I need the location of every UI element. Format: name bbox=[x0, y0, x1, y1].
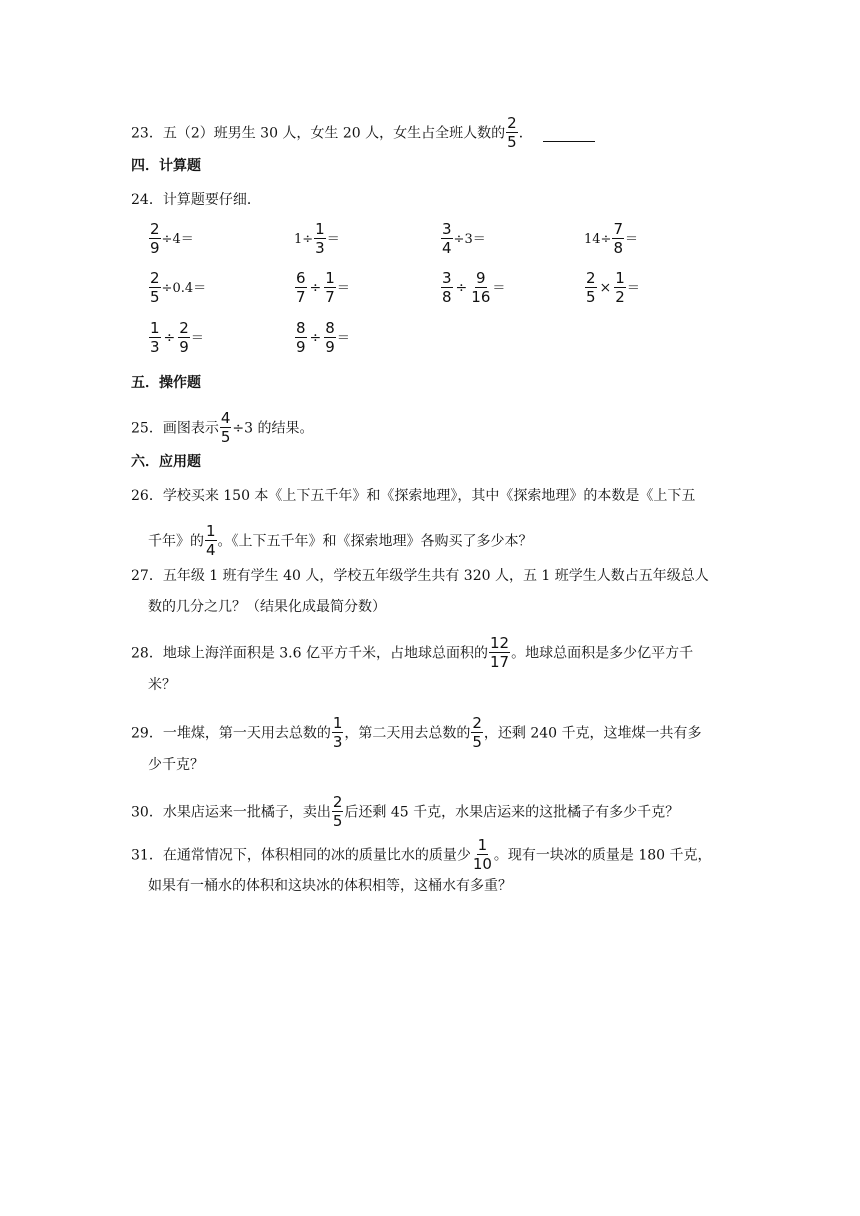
numerator: 2 bbox=[586, 269, 596, 287]
question-26-line-1: 26．学校买来 150 本《上下五千年》和《探索地理》，其中《探索地理》的本数是《上下五 bbox=[131, 488, 696, 504]
calc-prefix: 1÷ bbox=[294, 232, 314, 247]
calc-rest: ＝ bbox=[190, 331, 204, 346]
calc-item bbox=[294, 321, 350, 356]
denominator: 2 bbox=[615, 288, 625, 306]
section-5-heading: 五．操作题 bbox=[131, 375, 201, 391]
question-26-text: 千年》的 bbox=[148, 533, 204, 550]
denominator: 7 bbox=[296, 288, 306, 306]
denominator: 8 bbox=[613, 239, 623, 257]
calc-item bbox=[148, 222, 194, 257]
denominator: 3 bbox=[150, 338, 160, 356]
calc-rest: ＝ bbox=[626, 281, 640, 296]
calc-rest: ÷0.4＝ bbox=[161, 281, 207, 296]
section-4-heading: 四．计算题 bbox=[131, 158, 201, 174]
denominator: 4 bbox=[442, 239, 452, 257]
numerator: 12 bbox=[489, 634, 510, 652]
question-23-text: 23．五（2）班男生 30 人，女生 20 人，女生占全班人数的 bbox=[131, 125, 506, 142]
denominator: 5 bbox=[332, 812, 343, 830]
question-26-line-2 bbox=[148, 524, 533, 559]
calc-rest: ＝ bbox=[336, 331, 350, 346]
question-29-line-1 bbox=[131, 716, 702, 751]
question-31-tail: 。现有一块冰的质量是 180 千克， bbox=[493, 847, 712, 864]
numerator: 1 bbox=[315, 220, 325, 238]
question-25-tail: ÷3 的结果。 bbox=[232, 420, 314, 437]
question-31-line-2: 如果有一桶水的体积和这块冰的体积相等，这桶水有多重？ bbox=[148, 878, 512, 894]
answer-blank[interactable] bbox=[543, 141, 595, 142]
question-30 bbox=[131, 795, 679, 830]
operator: ÷ bbox=[309, 330, 322, 346]
calc-item bbox=[148, 321, 204, 356]
calc-item bbox=[440, 222, 486, 257]
denominator: 3 bbox=[332, 733, 343, 751]
operator: ÷ bbox=[455, 280, 468, 296]
calc-prefix: 14÷ bbox=[584, 232, 612, 247]
numerator: 2 bbox=[507, 114, 517, 132]
denominator: 9 bbox=[179, 338, 189, 356]
operator: ÷ bbox=[309, 280, 322, 296]
numerator: 7 bbox=[613, 220, 623, 238]
denominator: 5 bbox=[507, 133, 517, 151]
question-26-tail: 。《上下五千年》和《探索地理》各购买了多少本？ bbox=[217, 533, 533, 550]
numerator: 6 bbox=[296, 269, 306, 287]
question-25-text: 25．画图表示 bbox=[131, 420, 219, 437]
denominator: 5 bbox=[220, 428, 231, 446]
numerator: 1 bbox=[615, 269, 625, 287]
question-29-text: 29．一堆煤，第一天用去总数的 bbox=[131, 725, 331, 742]
denominator: 17 bbox=[489, 653, 510, 671]
numerator: 1 bbox=[477, 836, 488, 854]
question-24: 24．计算题要仔细． bbox=[131, 192, 261, 208]
denominator: 8 bbox=[442, 288, 452, 306]
calc-rest: ＝ bbox=[624, 232, 638, 247]
calc-item bbox=[294, 222, 340, 257]
fraction bbox=[506, 115, 518, 150]
calc-item bbox=[148, 271, 206, 306]
punctuation: ． bbox=[518, 125, 533, 142]
numerator: 4 bbox=[220, 409, 231, 427]
numerator: 2 bbox=[150, 269, 160, 287]
numerator: 3 bbox=[442, 220, 452, 238]
numerator: 8 bbox=[325, 319, 335, 337]
denominator: 9 bbox=[296, 338, 306, 356]
question-27-line-1: 27．五年级 1 班有学生 40 人，学校五年级学生共有 320 人，五 1 班学生人数占五年级总人 bbox=[131, 568, 709, 584]
denominator: 10 bbox=[472, 855, 492, 873]
denominator: 4 bbox=[206, 541, 216, 559]
question-30-text: 30．水果店运来一批橘子，卖出 bbox=[131, 804, 331, 821]
denominator: 9 bbox=[325, 338, 335, 356]
calc-item bbox=[584, 271, 640, 306]
question-31-text: 31．在通常情况下，体积相同的冰的质量比水的质量少 bbox=[131, 847, 471, 864]
calc-item bbox=[584, 222, 638, 257]
numerator: 1 bbox=[206, 522, 216, 540]
question-29-tail: ，还剩 240 千克，这堆煤一共有多 bbox=[483, 725, 702, 742]
numerator: 1 bbox=[150, 319, 160, 337]
calc-rest: ＝ bbox=[336, 281, 350, 296]
denominator: 16 bbox=[471, 288, 491, 306]
denominator: 5 bbox=[586, 288, 596, 306]
numerator: 3 bbox=[442, 269, 452, 287]
numerator: 2 bbox=[150, 220, 160, 238]
numerator: 2 bbox=[472, 714, 482, 732]
calc-rest: ÷3＝ bbox=[453, 232, 486, 247]
calc-rest: ＝ bbox=[326, 232, 340, 247]
question-25 bbox=[131, 411, 313, 446]
question-28-tail: 。地球总面积是多少亿平方千 bbox=[511, 645, 694, 662]
numerator: 2 bbox=[332, 793, 343, 811]
numerator: 1 bbox=[332, 714, 343, 732]
calc-item bbox=[440, 271, 505, 306]
question-30-tail: 后还剩 45 千克，水果店运来的这批橘子有多少千克？ bbox=[344, 804, 680, 821]
numerator: 1 bbox=[325, 269, 335, 287]
numerator: 2 bbox=[179, 319, 189, 337]
section-6-heading: 六．应用题 bbox=[131, 454, 201, 470]
denominator: 3 bbox=[315, 239, 325, 257]
calc-rest: ÷4＝ bbox=[161, 232, 194, 247]
calc-rest: ＝ bbox=[492, 281, 506, 296]
question-28-line-2: 米？ bbox=[148, 677, 176, 693]
question-29-mid: ，第二天用去总数的 bbox=[344, 725, 471, 742]
question-27-line-2: 数的几分之几？（结果化成最简分数） bbox=[148, 599, 386, 615]
question-31-line-1 bbox=[131, 838, 712, 873]
question-28-line-1 bbox=[131, 636, 693, 671]
operator: × bbox=[599, 280, 612, 296]
operator: ÷ bbox=[163, 330, 176, 346]
numerator: 8 bbox=[296, 319, 306, 337]
denominator: 9 bbox=[150, 239, 160, 257]
calc-item bbox=[294, 271, 350, 306]
question-23 bbox=[131, 116, 595, 151]
numerator: 9 bbox=[476, 269, 486, 287]
denominator: 5 bbox=[472, 733, 482, 751]
denominator: 7 bbox=[325, 288, 335, 306]
denominator: 5 bbox=[150, 288, 160, 306]
question-29-line-2: 少千克？ bbox=[148, 757, 204, 773]
question-28-text: 28．地球上海洋面积是 3.6 亿平方千米，占地球总面积的 bbox=[131, 645, 488, 662]
